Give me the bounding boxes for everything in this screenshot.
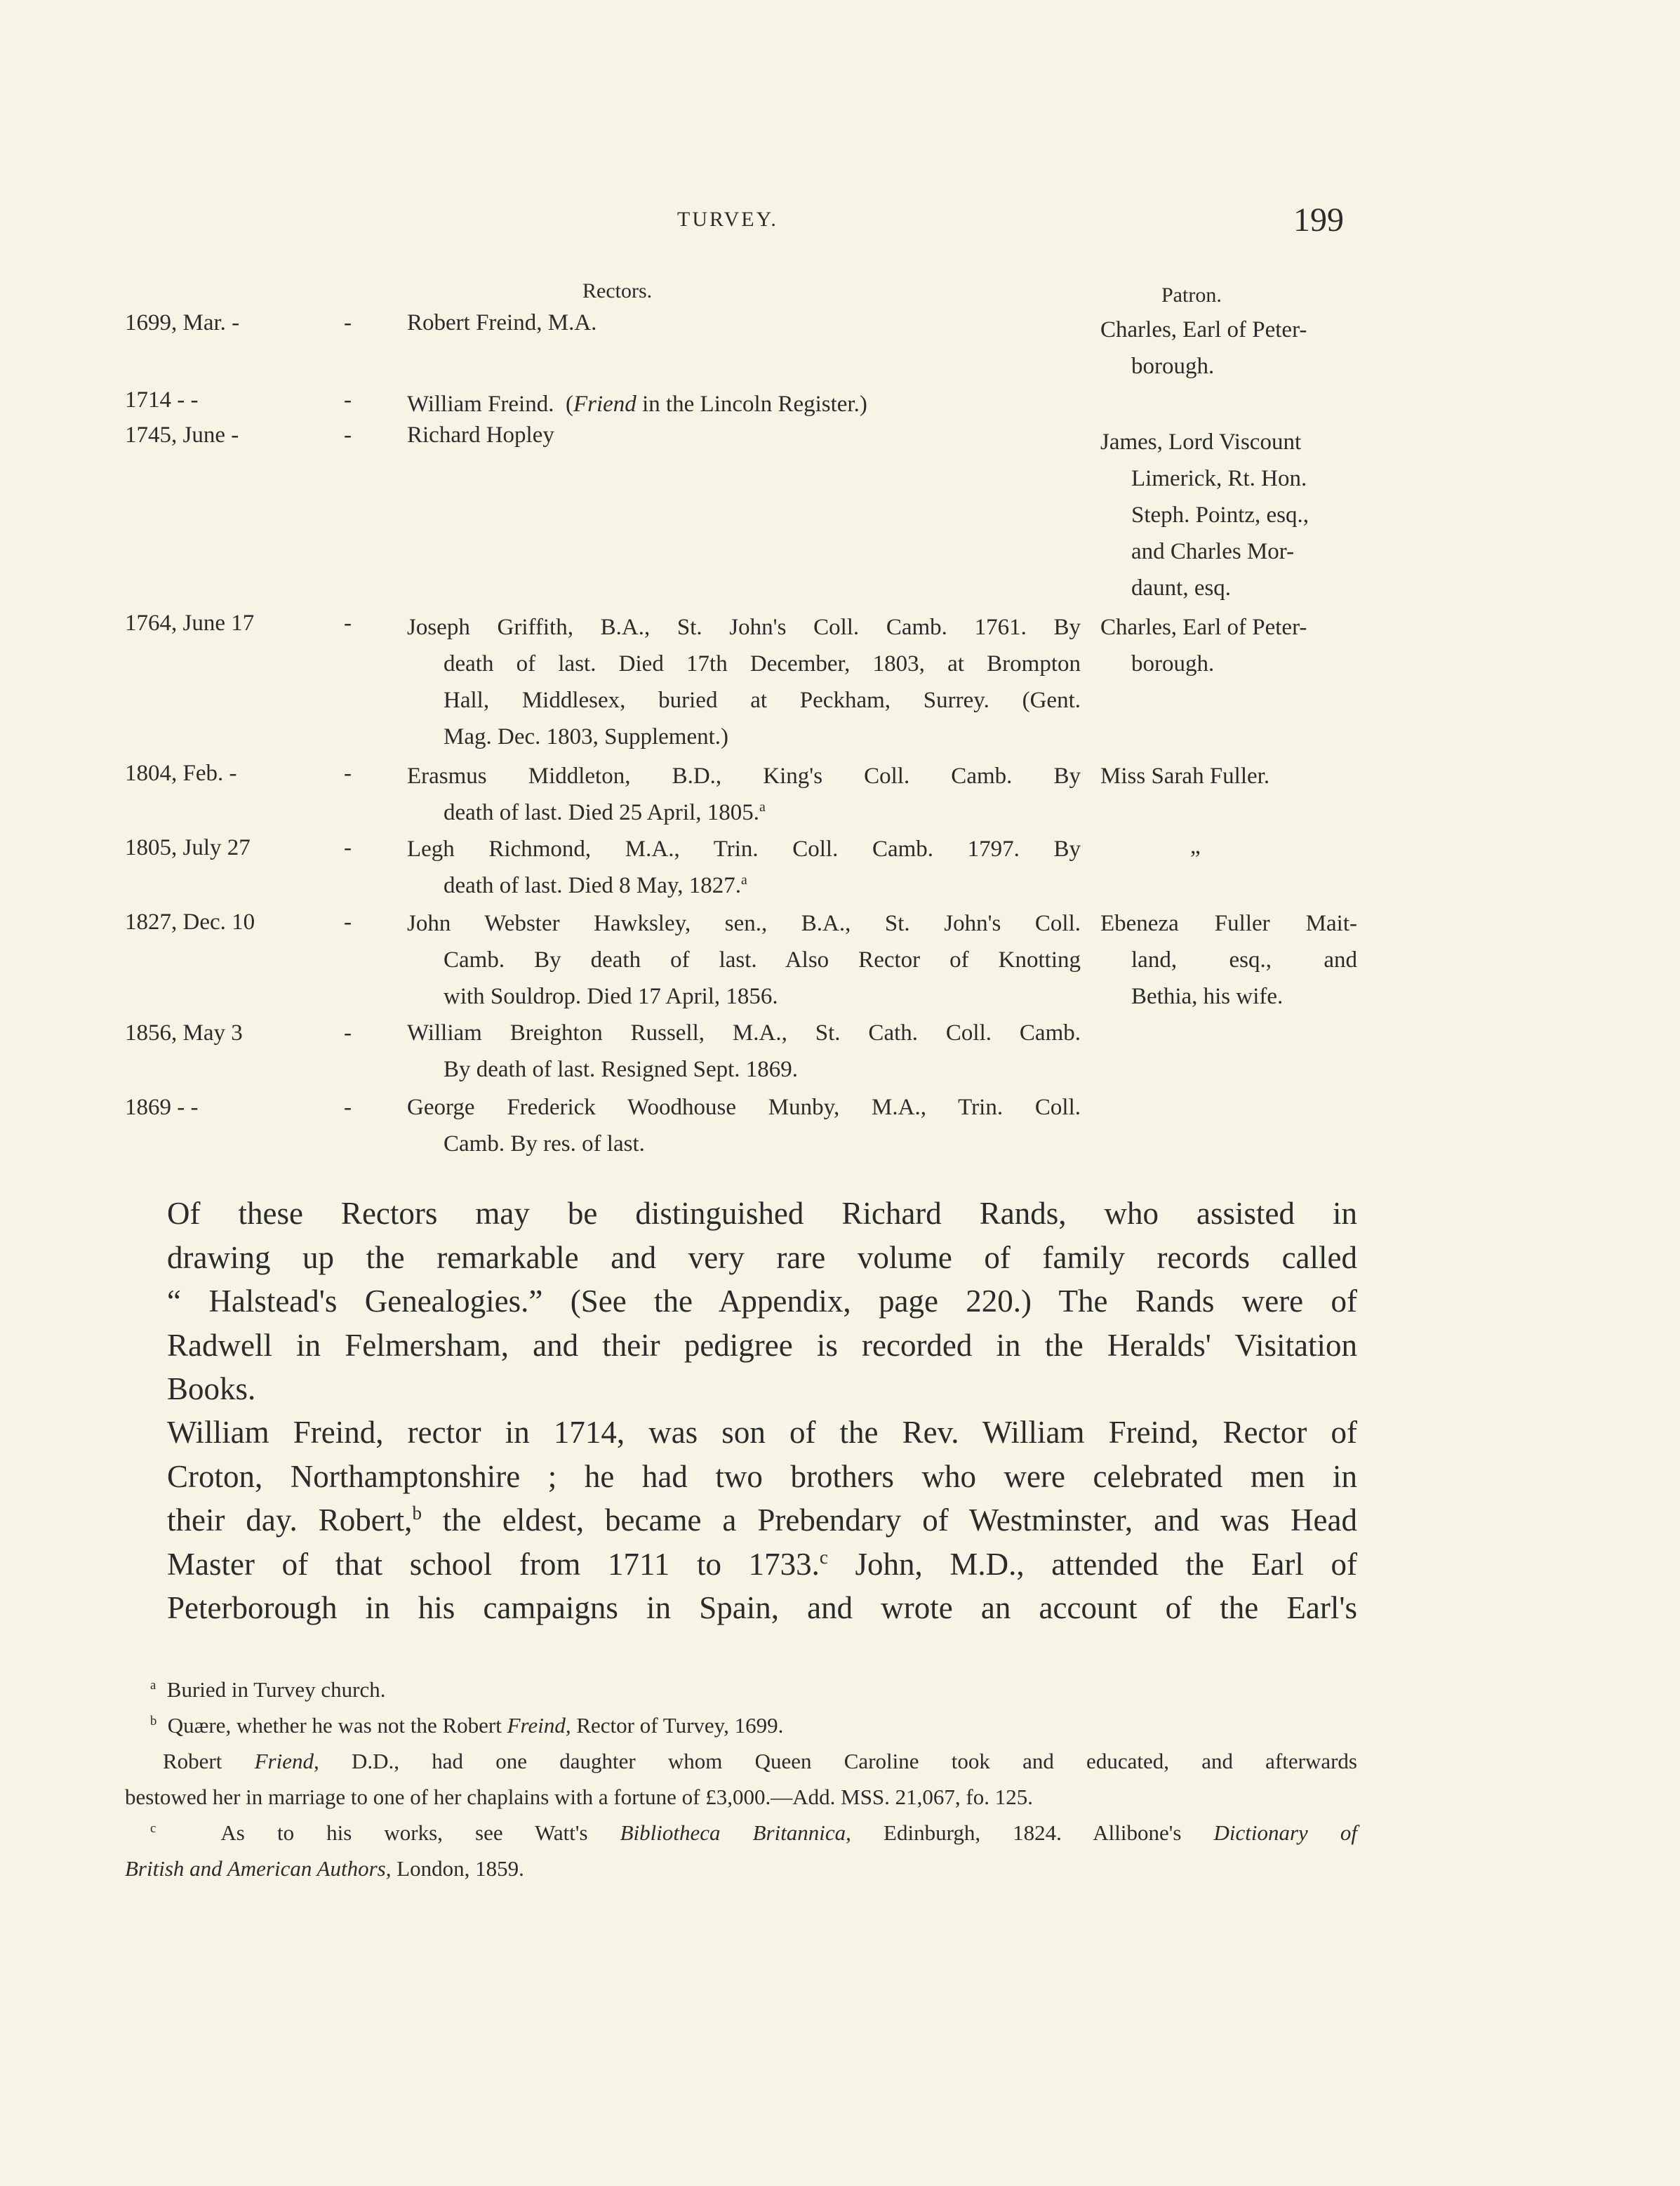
rector-line: Robert Freind, M.A. — [407, 310, 597, 335]
rector-line: George Frederick Woodhouse Munby, M.A., Trin. Coll. — [407, 1095, 1081, 1120]
patron-line: Bethia, his wife. — [1131, 984, 1284, 1009]
paragraph-line: Radwell in Felmersham, and their pedigree is recorded in the Heralds' Visitation — [167, 1327, 1357, 1363]
column-heading-rectors: Rectors. — [582, 279, 653, 302]
table-row-rector — [407, 609, 1081, 755]
paragraph-line: Books. — [167, 1371, 256, 1406]
rector-line: John Webster Hawksley, sen., B.A., St. John's Coll. — [407, 911, 1081, 936]
table-row-date: 1699, Mar. - — [125, 310, 240, 335]
rector-line: By death of last. Resigned Sept. 1869. — [444, 1057, 799, 1082]
patron-line: James, Lord Viscount — [1100, 429, 1302, 455]
patron-line: daunt, esq. — [1131, 575, 1232, 601]
table-row-rector — [407, 417, 1081, 453]
rector-line: death of last. Died 25 April, 1805.$^a$ — [444, 799, 766, 825]
paragraph-line: Croton, Northamptonshire ; he had two brothers who were celebrated men in — [167, 1458, 1357, 1494]
table-row-dash: - — [344, 1020, 352, 1046]
table-row-patron — [1100, 905, 1357, 1015]
table-row-rector — [407, 905, 1081, 1015]
page-number: 199 — [1293, 201, 1344, 239]
table-row-patron — [1100, 609, 1357, 682]
table-row-dash: - — [344, 1095, 352, 1120]
ditto-mark: ” — [1190, 846, 1201, 872]
paragraph-line: Of these Rectors may be distinguished Richard Rands, who assisted in — [167, 1196, 1357, 1231]
patron-line: Charles, Earl of Peter- — [1100, 317, 1307, 342]
paragraph-line: “ Halstead's Genealogies.” (See the Appendix, page 220.) The Rands were of — [167, 1284, 1357, 1319]
table-row-patron — [1100, 758, 1357, 794]
rector-line: death of last. Died 8 May, 1827.$^a$ — [444, 872, 747, 898]
rector-line: William Breighton Russell, M.A., St. Cath. Coll. Camb. — [407, 1020, 1081, 1046]
table-row-date: 1714 - - — [125, 387, 199, 413]
patron-line: Limerick, Rt. Hon. — [1131, 466, 1307, 491]
paragraph-rands — [167, 1192, 1357, 1411]
table-row-dash: - — [344, 835, 352, 860]
table-row-rector — [407, 831, 1081, 904]
running-title: TURVEY. — [677, 208, 778, 231]
paragraph-freind — [167, 1411, 1357, 1630]
table-row-date: 1764, June 17 — [125, 611, 255, 636]
footnote-a: $^a$ Buried in Turvey church. — [150, 1677, 386, 1702]
patron-line: Ebeneza Fuller Mait- — [1100, 911, 1357, 936]
rector-line: William Freind. (Friend in the Lincoln Register.) — [407, 392, 867, 417]
rector-line: with Souldrop. Died 17 April, 1856. — [444, 984, 778, 1009]
table-row-rector — [407, 1089, 1081, 1162]
patron-line: land, esq., and — [1131, 947, 1357, 973]
rector-line: Joseph Griffith, B.A., St. John's Coll. Camb. 1761. By — [407, 615, 1081, 640]
patron-line: borough. — [1131, 651, 1215, 677]
footnote-b-continued: Robert Friend, D.D., had one daughter whom Queen Caroline took and educated, and afterwards bestowed her in marriage to one of her chaplains with a fortune of £3,000.—Add. MSS. 21,067, fo. 125. — [125, 1749, 1357, 1809]
table-row-patron — [1100, 312, 1357, 385]
rector-line: Legh Richmond, M.A., Trin. Coll. Camb. 1797. By — [407, 837, 1081, 862]
rector-line: death of last. Died 17th December, 1803, at Brompton — [444, 651, 1081, 677]
patron-line: and Charles Mor- — [1131, 539, 1295, 564]
table-row-date: 1856, May 3 — [125, 1020, 243, 1046]
paragraph-line: William Freind, rector in 1714, was son of the Rev. William Freind, Rector of — [167, 1415, 1357, 1450]
table-row-rector — [407, 1015, 1081, 1088]
footnote-b: $^b$ Quære, whether he was not the Robert Freind, Rector of Turvey, 1699. — [150, 1713, 784, 1738]
paragraph-line: Peterborough in his campaigns in Spain, and wrote an account of the Earl's — [167, 1590, 1357, 1625]
patron-line: Steph. Pointz, esq., — [1131, 502, 1309, 528]
table-row-dash: - — [344, 387, 352, 413]
rector-line: Hall, Middlesex, buried at Peckham, Surrey. (Gent. — [444, 688, 1081, 713]
table-row-rector — [407, 758, 1081, 831]
rector-line: Camb. By death of last. Also Rector of Knotting — [444, 947, 1081, 973]
paragraph-line: their day. Robert,$^b$ the eldest, became a Prebendary of Westminster, and was Head — [167, 1502, 1357, 1538]
table-row-date: 1869 - - — [125, 1095, 199, 1120]
rector-line: Mag. Dec. 1803, Supplement.) — [444, 724, 729, 749]
table-row-dash: - — [344, 310, 352, 335]
paragraph-line: drawing up the remarkable and very rare volume of family records called — [167, 1239, 1357, 1275]
rector-line: Richard Hopley — [407, 422, 554, 448]
table-row-date: 1745, June - — [125, 422, 239, 448]
patron-line: Charles, Earl of Peter- — [1100, 615, 1307, 640]
rector-line: Camb. By res. of last. — [444, 1131, 645, 1157]
table-row-dash: - — [344, 909, 352, 935]
table-row-rector — [407, 305, 1081, 341]
table-row-dash: - — [344, 611, 352, 636]
table-row-date: 1805, July 27 — [125, 835, 251, 860]
table-row-date: 1804, Feb. - — [125, 761, 237, 786]
table-row-dash: - — [344, 422, 352, 448]
rector-line: Erasmus Middleton, B.D., King's Coll. Camb. By — [407, 764, 1081, 789]
table-row-dash: - — [344, 761, 352, 786]
footnote-c: $^c$ As to his works, see Watt's Bibliotheca Britannica, Edinburgh, 1824. Allibone's Dictionary of British and American Authors, London, 1859. — [125, 1820, 1357, 1881]
paragraph-line: Master of that school from 1711 to 1733.$^c$ John, M.D., attended the Earl of — [167, 1546, 1357, 1582]
column-heading-patron: Patron. — [1161, 284, 1222, 307]
table-row-patron — [1100, 424, 1357, 606]
table-row-patron — [1190, 841, 1447, 877]
table-row-date: 1827, Dec. 10 — [125, 909, 255, 935]
patron-line: borough. — [1131, 354, 1215, 379]
patron-line: Miss Sarah Fuller. — [1100, 764, 1270, 789]
